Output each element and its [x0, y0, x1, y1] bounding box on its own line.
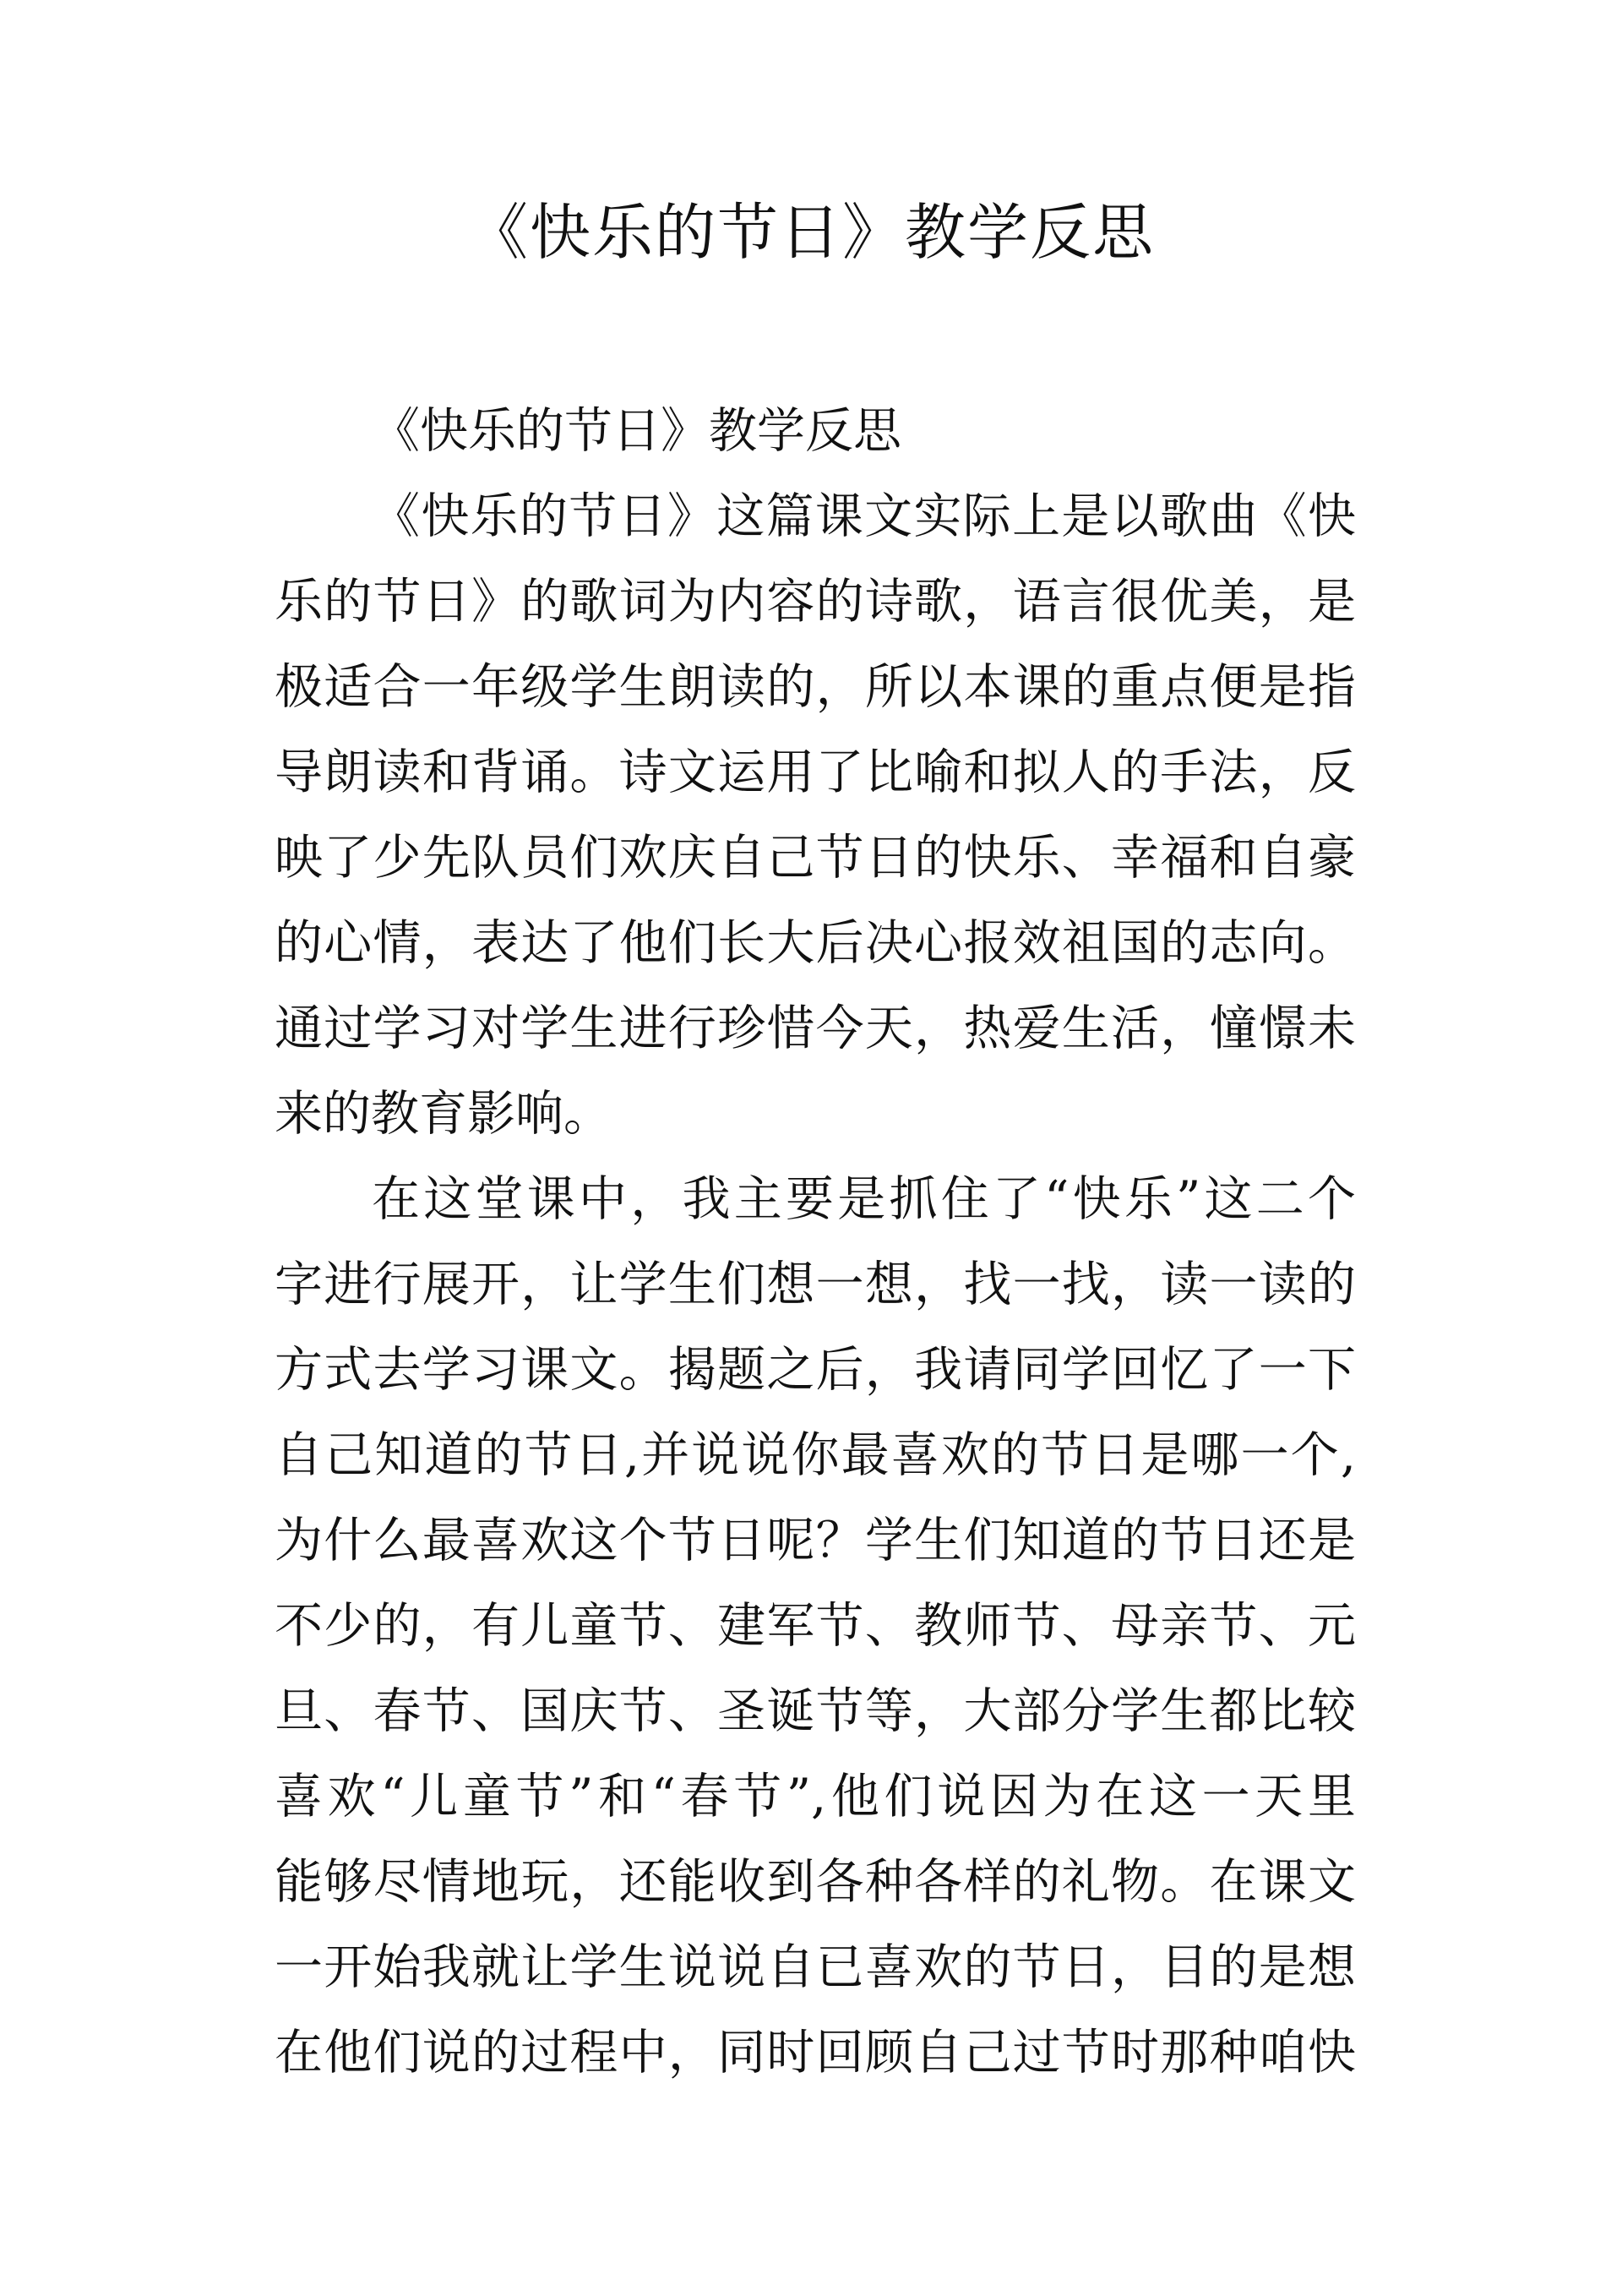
paragraph-line: 不少的，有儿童节、建军节、教师节、母亲节、元 — [275, 1598, 1356, 1654]
paragraph-line: 方式去学习课文。揭题之后，我请同学回忆了一下 — [275, 1342, 1356, 1398]
document-body — [275, 389, 1356, 2096]
paragraph-line: 旦、春节、国庆节、圣诞节等，大部分学生都比较 — [275, 1683, 1356, 1739]
paragraph-line: 《快乐的节日》这篇课文实际上是以歌曲《快 — [372, 488, 1356, 544]
document-title: 《快乐的节日》教学反思 — [466, 197, 1155, 268]
paragraph-line: 来的教育影响。 — [275, 1086, 612, 1142]
paragraph-heading-line: 《快乐的节日》教学反思 — [372, 403, 901, 459]
paragraph-line: 能够尽情地玩，还能收到各种各样的礼物。在课文 — [275, 1854, 1356, 1910]
paragraph-line: 通过学习对学生进行珍惜今天，热爱生活，憧憬未 — [275, 1001, 1356, 1056]
paragraph-line: 一开始我就让学生说说自已喜欢的节日，目的是想 — [275, 1939, 1356, 1995]
paragraph-line: 的心情，表达了他们长大后决心报效祖国的志向。 — [275, 915, 1356, 971]
paragraph-line: 字进行展开，让学生们想一想，找一找，读一读的 — [275, 1257, 1356, 1312]
paragraph-line: 自己知道的节日,并说说你最喜欢的节日是哪一个, — [275, 1427, 1356, 1483]
paragraph-line: 在他们说的过程中，同时回顾自己过节时那种咱快 — [275, 2025, 1356, 2081]
paragraph-line: 极适合一年级学生朗读的，所以本课的重点便是指 — [275, 659, 1356, 715]
paragraph-line: 映了少先队员们欢庆自己节日的快乐、幸福和自豪 — [275, 830, 1356, 886]
paragraph-line: 导朗读和背诵。诗文运用了比喻和拟人的手法，反 — [275, 744, 1356, 800]
paragraph-line: 喜欢“儿童节”和“春节”,他们说因为在这一天里 — [275, 1769, 1356, 1824]
paragraph-line: 乐的节日》的歌词为内容的诗歌，语言很优美，是 — [275, 574, 1356, 630]
paragraph-line: 在这堂课中，我主要是抓住了“快乐”这二个 — [372, 1171, 1356, 1227]
paragraph-line: 为什么最喜欢这个节日呢？学生们知道的节日还是 — [275, 1513, 1356, 1568]
